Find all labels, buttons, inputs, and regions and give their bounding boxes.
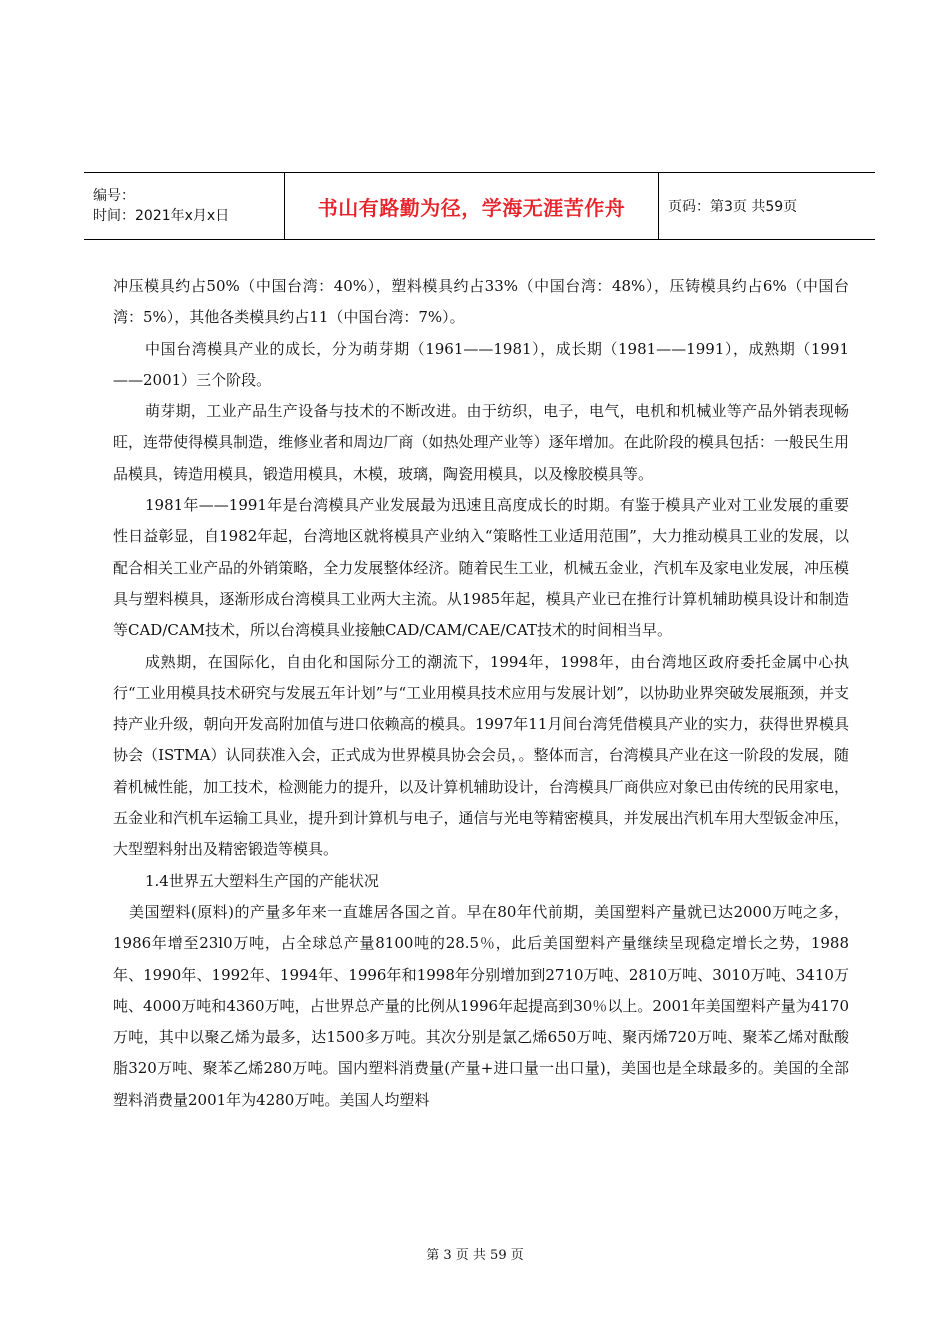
paragraph: 中国台湾模具产业的成长，分为萌芽期（1961——1981），成长期（1981——1991），成熟期（1991——2001）三个阶段。 (113, 339, 849, 389)
header-page-info: 页码：第3页 共59页 (668, 199, 798, 215)
header-meta-cell (84, 173, 285, 239)
paragraph: 1981年——1991年是台湾模具产业发展最为迅速且高度成长的时期。有鉴于模具产业对工业发展的重要性日益彰显，自1982年起，台湾地区就将模具产业纳入“策略性工业适用范围”，大力推动模具工业的发展，以配合相关工业产品的外销策略，全力发展整体经济。随着民生工业，机械五金业，汽机车及家电业发展，冲压模具与塑料模具，逐渐形成台湾模具工业两大主流。从1985年起，模具产业已在推行计算机辅助模具设计和制造等CAD/CAM技术，所以台湾模具业接触CAD/CAM/CAE/CAT技术的时间相当早。 (113, 496, 849, 640)
document-body (113, 271, 849, 1116)
document-header (84, 172, 875, 240)
paragraph: 冲压模具约占50%（中国台湾：40%），塑料模具约占33%（中国台湾：48%），压铸模具约占6%（中国台湾：5%），其他各类模具约占11（中国台湾：7%）。 (113, 277, 849, 327)
page-footer (0, 1244, 950, 1263)
paragraph: 萌芽期，工业产品生产设备与技术的不断改进。由于纺织，电子，电气，电机和机械业等产品外销表现畅旺，连带使得模具制造，维修业者和周边厂商（如热处理产业等）逐年增加。在此阶段的模具包括：一般民生用品模具，铸造用模具，锻造用模具，木模，玻璃，陶瓷用模具，以及橡胶模具等。 (113, 402, 849, 483)
paragraph: 美国塑料(原料)的产量多年来一直雄居各国之首。早在80年代前期，美国塑料产量就已达2000万吨之多，1986年增至23l0万吨，占全球总产量8100吨的28.5％，此后美国塑料产量继续呈现稳定增长之势，1988年、1990年、1992年、1994年、1996年和1998年分别增加到2710万吨、2810万吨、3010万吨、3410万吨、4000万吨和4360万吨，占世界总产量的比例从1996年起提高到30％以上。2001年美国塑料产量为4170万吨，其中以聚乙烯为最多，达1500多万吨。其次分别是氯乙烯650万吨、聚丙烯720万吨、聚苯乙烯对酞酸脂320万吨、聚苯乙烯280万吨。国内塑料消费量(产量+进口量一出口量)，美国也是全球最多的。美国的全部塑料消费量2001年为4280万吨。美国人均塑料 (113, 902, 849, 1109)
paragraph: 成熟期，在国际化，自由化和国际分工的潮流下，1994年，1998年，由台湾地区政府委托金属中心执行“工业用模具技术研究与发展五年计划”与“工业用模具技术应用与发展计划”，以协助业界突破发展瓶颈，并支持产业升级，朝向开发高附加值与进口依赖高的模具。1997年11月间台湾凭借模具产业的实力，获得世界模具协会（ISTMA）认同获准入会，正式成为世界模具协会会员，。整体而言，台湾模具产业在这一阶段的发展，随着机械性能，加工技术，检测能力的提升，以及计算机辅助设计，台湾模具厂商供应对象已由传统的民用家电，五金业和汽机车运输工具业，提升到计算机与电子，通信与光电等精密模具，并发展出汽机车用大型钣金冲压，大型塑料射出及精密锻造等模具。 (113, 652, 849, 859)
header-motto-cell (285, 173, 659, 239)
document-number-label: 编号： (93, 188, 135, 204)
section-heading: 1.4世界五大塑料生产国的产能状况 (145, 871, 379, 890)
document-time-label: 时间：2021年x月x日 (93, 208, 230, 224)
header-page-cell (659, 173, 875, 239)
footer-page-number: 第 3 页 共 59 页 (426, 1248, 524, 1263)
header-motto: 书山有路勤为径，学海无涯苦作舟 (317, 195, 626, 220)
